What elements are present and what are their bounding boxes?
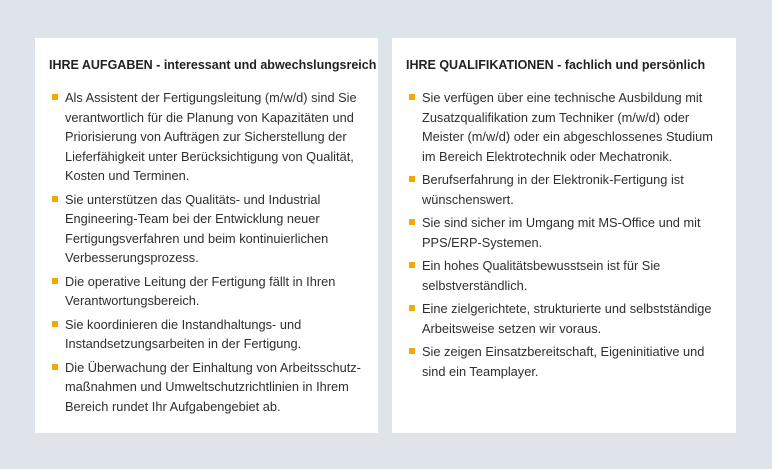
square-bullet-icon (52, 94, 58, 100)
list-item-text: Die Überwachung der Einhaltung von Arbeitsschutz-maßnahmen und Umweltschutzrichtlinien in Ihrem Bereich rundet Ihr Aufgabengebiet ab. (65, 359, 361, 414)
qualifications-card (392, 38, 736, 433)
square-bullet-icon (409, 176, 415, 182)
list-item-text: Berufserfahrung in der Elektronik-Fertigung ist wünschenswert. (422, 172, 684, 207)
square-bullet-icon (52, 321, 58, 327)
list-item-text: Sie verfügen über eine technische Ausbildung mit Zusatzqualifikation zum Techniker (m/w/d) oder Meister (m/w/d) oder ein abgeschlossenes Studium im Bereich Elektrotechnik oder Mechatronik. (422, 90, 713, 164)
qualifications-list (406, 88, 722, 381)
list-item (406, 299, 722, 338)
qualifications-heading: IHRE QUALIFIKATIONEN - fachlich und persönlich (406, 58, 706, 72)
square-bullet-icon (409, 94, 415, 100)
square-bullet-icon (409, 348, 415, 354)
square-bullet-icon (52, 278, 58, 284)
tasks-heading: IHRE AUFGABEN - interessant und abwechslungsreich (49, 58, 377, 72)
list-item-text: Als Assistent der Fertigungsleitung (m/w/d) sind Sie verantwortlich für die Planung von Kapazitäten und Priorisierung von Aufträgen zur Sicherstellung der Lieferfähigkeit unter Berücksichtigung von Qualität, Kosten und Terminen. (65, 90, 357, 183)
list-item-text: Eine zielgerichtete, strukturierte und selbstständige Arbeitsweise setzen wir voraus. (422, 301, 712, 336)
list-item-text: Sie unterstützen das Qualitäts- und Industrial Engineering-Team bei der Entwicklung neuer Fertigungsverfahren und beim kontinuierlichen Verbesserungsprozess. (65, 191, 329, 265)
list-item-text: Ein hohes Qualitätsbewusstsein ist für Sie selbstverständlich. (422, 258, 661, 293)
list-item (49, 315, 364, 354)
list-item (49, 190, 364, 268)
list-item-text: Sie zeigen Einsatzbereitschaft, Eigeninitiative und sind ein Teamplayer. (422, 344, 705, 379)
tasks-card (35, 38, 378, 433)
list-item-text: Sie sind sicher im Umgang mit MS-Office und mit PPS/ERP-Systemen. (422, 215, 701, 250)
square-bullet-icon (409, 305, 415, 311)
list-item (406, 256, 722, 295)
square-bullet-icon (409, 219, 415, 225)
tasks-list (49, 88, 364, 416)
square-bullet-icon (52, 364, 58, 370)
list-item (406, 170, 722, 209)
square-bullet-icon (52, 196, 58, 202)
square-bullet-icon (409, 262, 415, 268)
list-item (406, 342, 722, 381)
list-item-text: Sie koordinieren die Instandhaltungs- und Instandsetzungsarbeiten in der Fertigung. (65, 316, 302, 351)
list-item-text: Die operative Leitung der Fertigung fällt in Ihren Verantwortungsbereich. (65, 273, 336, 308)
list-item (49, 272, 364, 311)
list-item (406, 88, 722, 166)
list-item (49, 88, 364, 186)
list-item (49, 358, 364, 417)
list-item (406, 213, 722, 252)
